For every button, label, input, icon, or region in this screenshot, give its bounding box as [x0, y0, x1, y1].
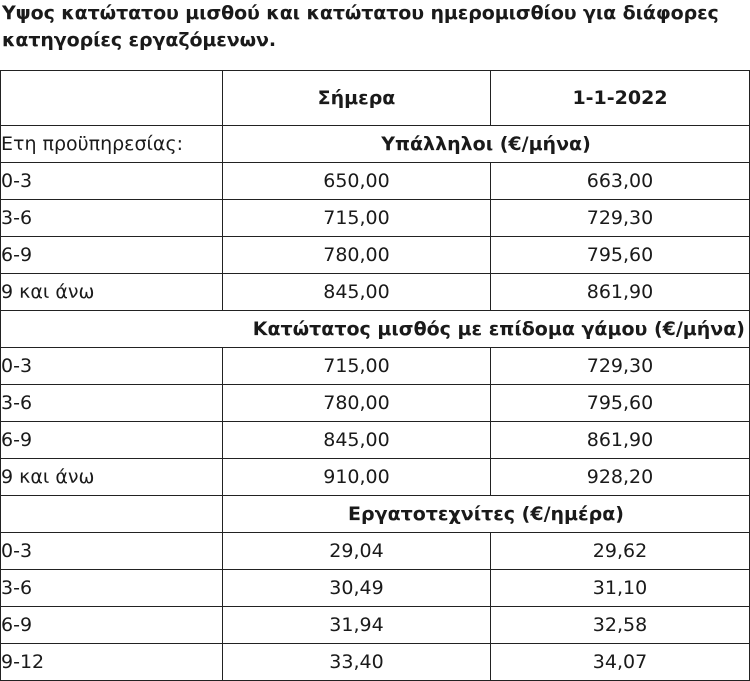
section-heading-workers: Εργατοτεχνίτες (€/ημέρα) — [223, 496, 750, 533]
row-new-value: 34,07 — [491, 644, 750, 681]
row-today-value: 845,00 — [223, 422, 491, 459]
row-today-value: 910,00 — [223, 459, 491, 496]
section-heading-employees: Υπάλληλοι (€/μήνα) — [223, 126, 750, 163]
table-row — [1, 644, 750, 681]
row-new-value: 29,62 — [491, 533, 750, 570]
table-row — [1, 385, 750, 422]
row-years: 0-3 — [1, 533, 223, 570]
row-new-value: 729,30 — [491, 348, 750, 385]
row-years: 3-6 — [1, 570, 223, 607]
row-today-value: 30,49 — [223, 570, 491, 607]
row-years: 9-12 — [1, 644, 223, 681]
table-row — [1, 533, 750, 570]
row-new-value: 729,30 — [491, 200, 750, 237]
section-heading-marriage-allowance: Κατώτατος μισθός με επίδομα γάμου (€/μήνα) — [1, 311, 750, 348]
row-today-value: 31,94 — [223, 607, 491, 644]
row-new-value: 861,90 — [491, 422, 750, 459]
row-years: 6-9 — [1, 237, 223, 274]
row-new-value: 32,58 — [491, 607, 750, 644]
column-header-today: Σήμερα — [223, 71, 491, 126]
row-today-value: 715,00 — [223, 200, 491, 237]
row-years: 9 και άνω — [1, 459, 223, 496]
row-years: 0-3 — [1, 348, 223, 385]
table-row — [1, 163, 750, 200]
table-row — [1, 237, 750, 274]
table-row — [1, 570, 750, 607]
wage-table — [0, 70, 750, 681]
table-row — [1, 459, 750, 496]
row-years: 3-6 — [1, 385, 223, 422]
table-row — [1, 607, 750, 644]
section-header-row — [1, 311, 750, 348]
row-today-value: 29,04 — [223, 533, 491, 570]
row-new-value: 31,10 — [491, 570, 750, 607]
row-years: 0-3 — [1, 163, 223, 200]
table-row — [1, 422, 750, 459]
header-blank-cell — [1, 71, 223, 126]
section-header-row — [1, 496, 750, 533]
table-row — [1, 200, 750, 237]
row-today-value: 33,40 — [223, 644, 491, 681]
column-header-new-date: 1-1-2022 — [491, 71, 750, 126]
row-today-value: 845,00 — [223, 274, 491, 311]
row-new-value: 861,90 — [491, 274, 750, 311]
row-today-value: 650,00 — [223, 163, 491, 200]
table-row — [1, 274, 750, 311]
years-label: Ετη προϋπηρεσίας: — [1, 126, 223, 163]
row-years: 6-9 — [1, 422, 223, 459]
row-today-value: 780,00 — [223, 385, 491, 422]
row-years: 6-9 — [1, 607, 223, 644]
table-header-row — [1, 71, 750, 126]
section-header-row — [1, 126, 750, 163]
row-new-value: 795,60 — [491, 385, 750, 422]
row-new-value: 928,20 — [491, 459, 750, 496]
document-title: Υψος κατώτατου μισθού και κατώτατου ημερομισθίου για διάφορες κατηγορίες εργαζόμενων. — [2, 2, 719, 51]
row-years: 3-6 — [1, 200, 223, 237]
row-years: 9 και άνω — [1, 274, 223, 311]
row-today-value: 780,00 — [223, 237, 491, 274]
row-new-value: 663,00 — [491, 163, 750, 200]
row-new-value: 795,60 — [491, 237, 750, 274]
row-today-value: 715,00 — [223, 348, 491, 385]
section-blank-cell — [1, 496, 223, 533]
table-row — [1, 348, 750, 385]
